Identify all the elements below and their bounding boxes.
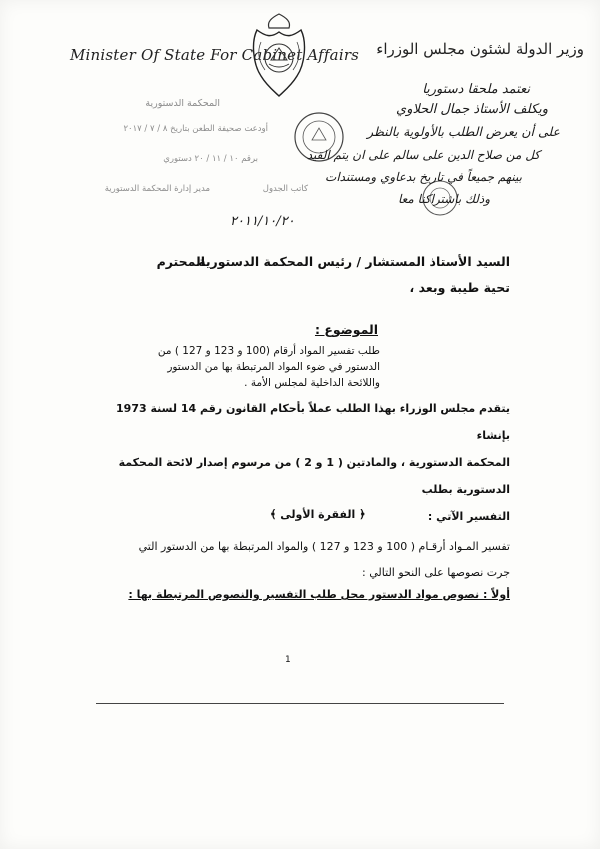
subject-line-1: طلب تفسير المواد أرقام (100 و 123 و 127 ) من <box>157 345 380 357</box>
subject-line-2: الدستور في ضوء المواد المرتبطة بها من الدستور <box>167 361 380 373</box>
handwriting-line-1: نعتمد ملحقا دستوريا <box>422 82 530 97</box>
stamp-deposit-line: أودعت صحيفة الطعن بتاريخ ٨ / ٧ / ٢٠١٧ <box>123 124 268 134</box>
footer-divider <box>96 703 504 704</box>
handwriting-line-5: بينهم جميعاً في تاريخ بدعاوي ومستندات <box>325 170 522 184</box>
interpretation-paragraph <box>90 534 510 586</box>
state-emblem-icon <box>247 12 311 100</box>
request-line-1: يتقدم مجلس الوزراء بهذا الطلب عملاً بأحكام القانون رقم 14 لسنة 1973 بإنشاء <box>116 402 510 442</box>
interpretation-line-2: جرت نصوصها على النحو التالي : <box>362 566 510 579</box>
section-heading: ﴿ الفقرة الأولى ﴾ <box>270 508 366 521</box>
handwriting-line-2: ويكلف الأستاذ جمال الحلاوي <box>396 102 548 117</box>
request-line-3: التفسير الآتي : <box>427 510 510 523</box>
handwriting-line-3: على أن يعرض الطلب بالأولوية بالنظر <box>367 124 560 139</box>
subject-text <box>140 343 380 391</box>
stamp-court-name: المحكمة الدستورية <box>145 98 220 109</box>
stamp-director: مدير إدارة المحكمة الدستورية <box>104 184 210 194</box>
first-point-heading: أولاً : نصوص مواد الدستور محل طلب التفسير والنصوص المرتبطة بها : <box>128 588 510 601</box>
greeting: تحية طيبة وبعد ، <box>409 280 510 295</box>
subject-label: الموضوع : <box>314 322 378 337</box>
honorific: المحترم <box>156 254 205 269</box>
handwriting-line-6: وذلك باشتراكنا معا <box>397 192 490 206</box>
page-number: 1 <box>285 655 291 665</box>
english-header-title: Minister Of State For Cabinet Affairs <box>70 46 360 64</box>
stamp-clerk: كاتب الجدول <box>262 184 308 194</box>
handwritten-date: ٢٠١١/١٠/٢٠ <box>230 214 295 229</box>
stamp-number-line: برقم ١٠ / ١١ / ٢٠ دستوري <box>163 154 258 164</box>
addressee-line: السيد الأستاذ المستشار / رئيس المحكمة الدستورية <box>198 254 510 269</box>
interpretation-line-1: تفسير المـواد أرقـام ( 100 و 123 و 127 ) والمواد المرتبطة بها من الدستور التي <box>138 540 510 553</box>
court-stamp <box>78 96 308 216</box>
subject-line-3: واللائحة الداخلية لمجلس الأمة . <box>244 377 380 389</box>
request-line-2: المحكمة الدستورية ، والمادتين ( 1 و 2 ) من مرسوم إصدار لائحة المحكمة الدستورية بطلب <box>118 456 510 496</box>
handwriting-line-4: كل من صلاح الدين على سالم على ان يتم القيد <box>306 148 540 162</box>
arabic-header-title: وزير الدولة لشئون مجلس الوزراء <box>376 40 584 58</box>
